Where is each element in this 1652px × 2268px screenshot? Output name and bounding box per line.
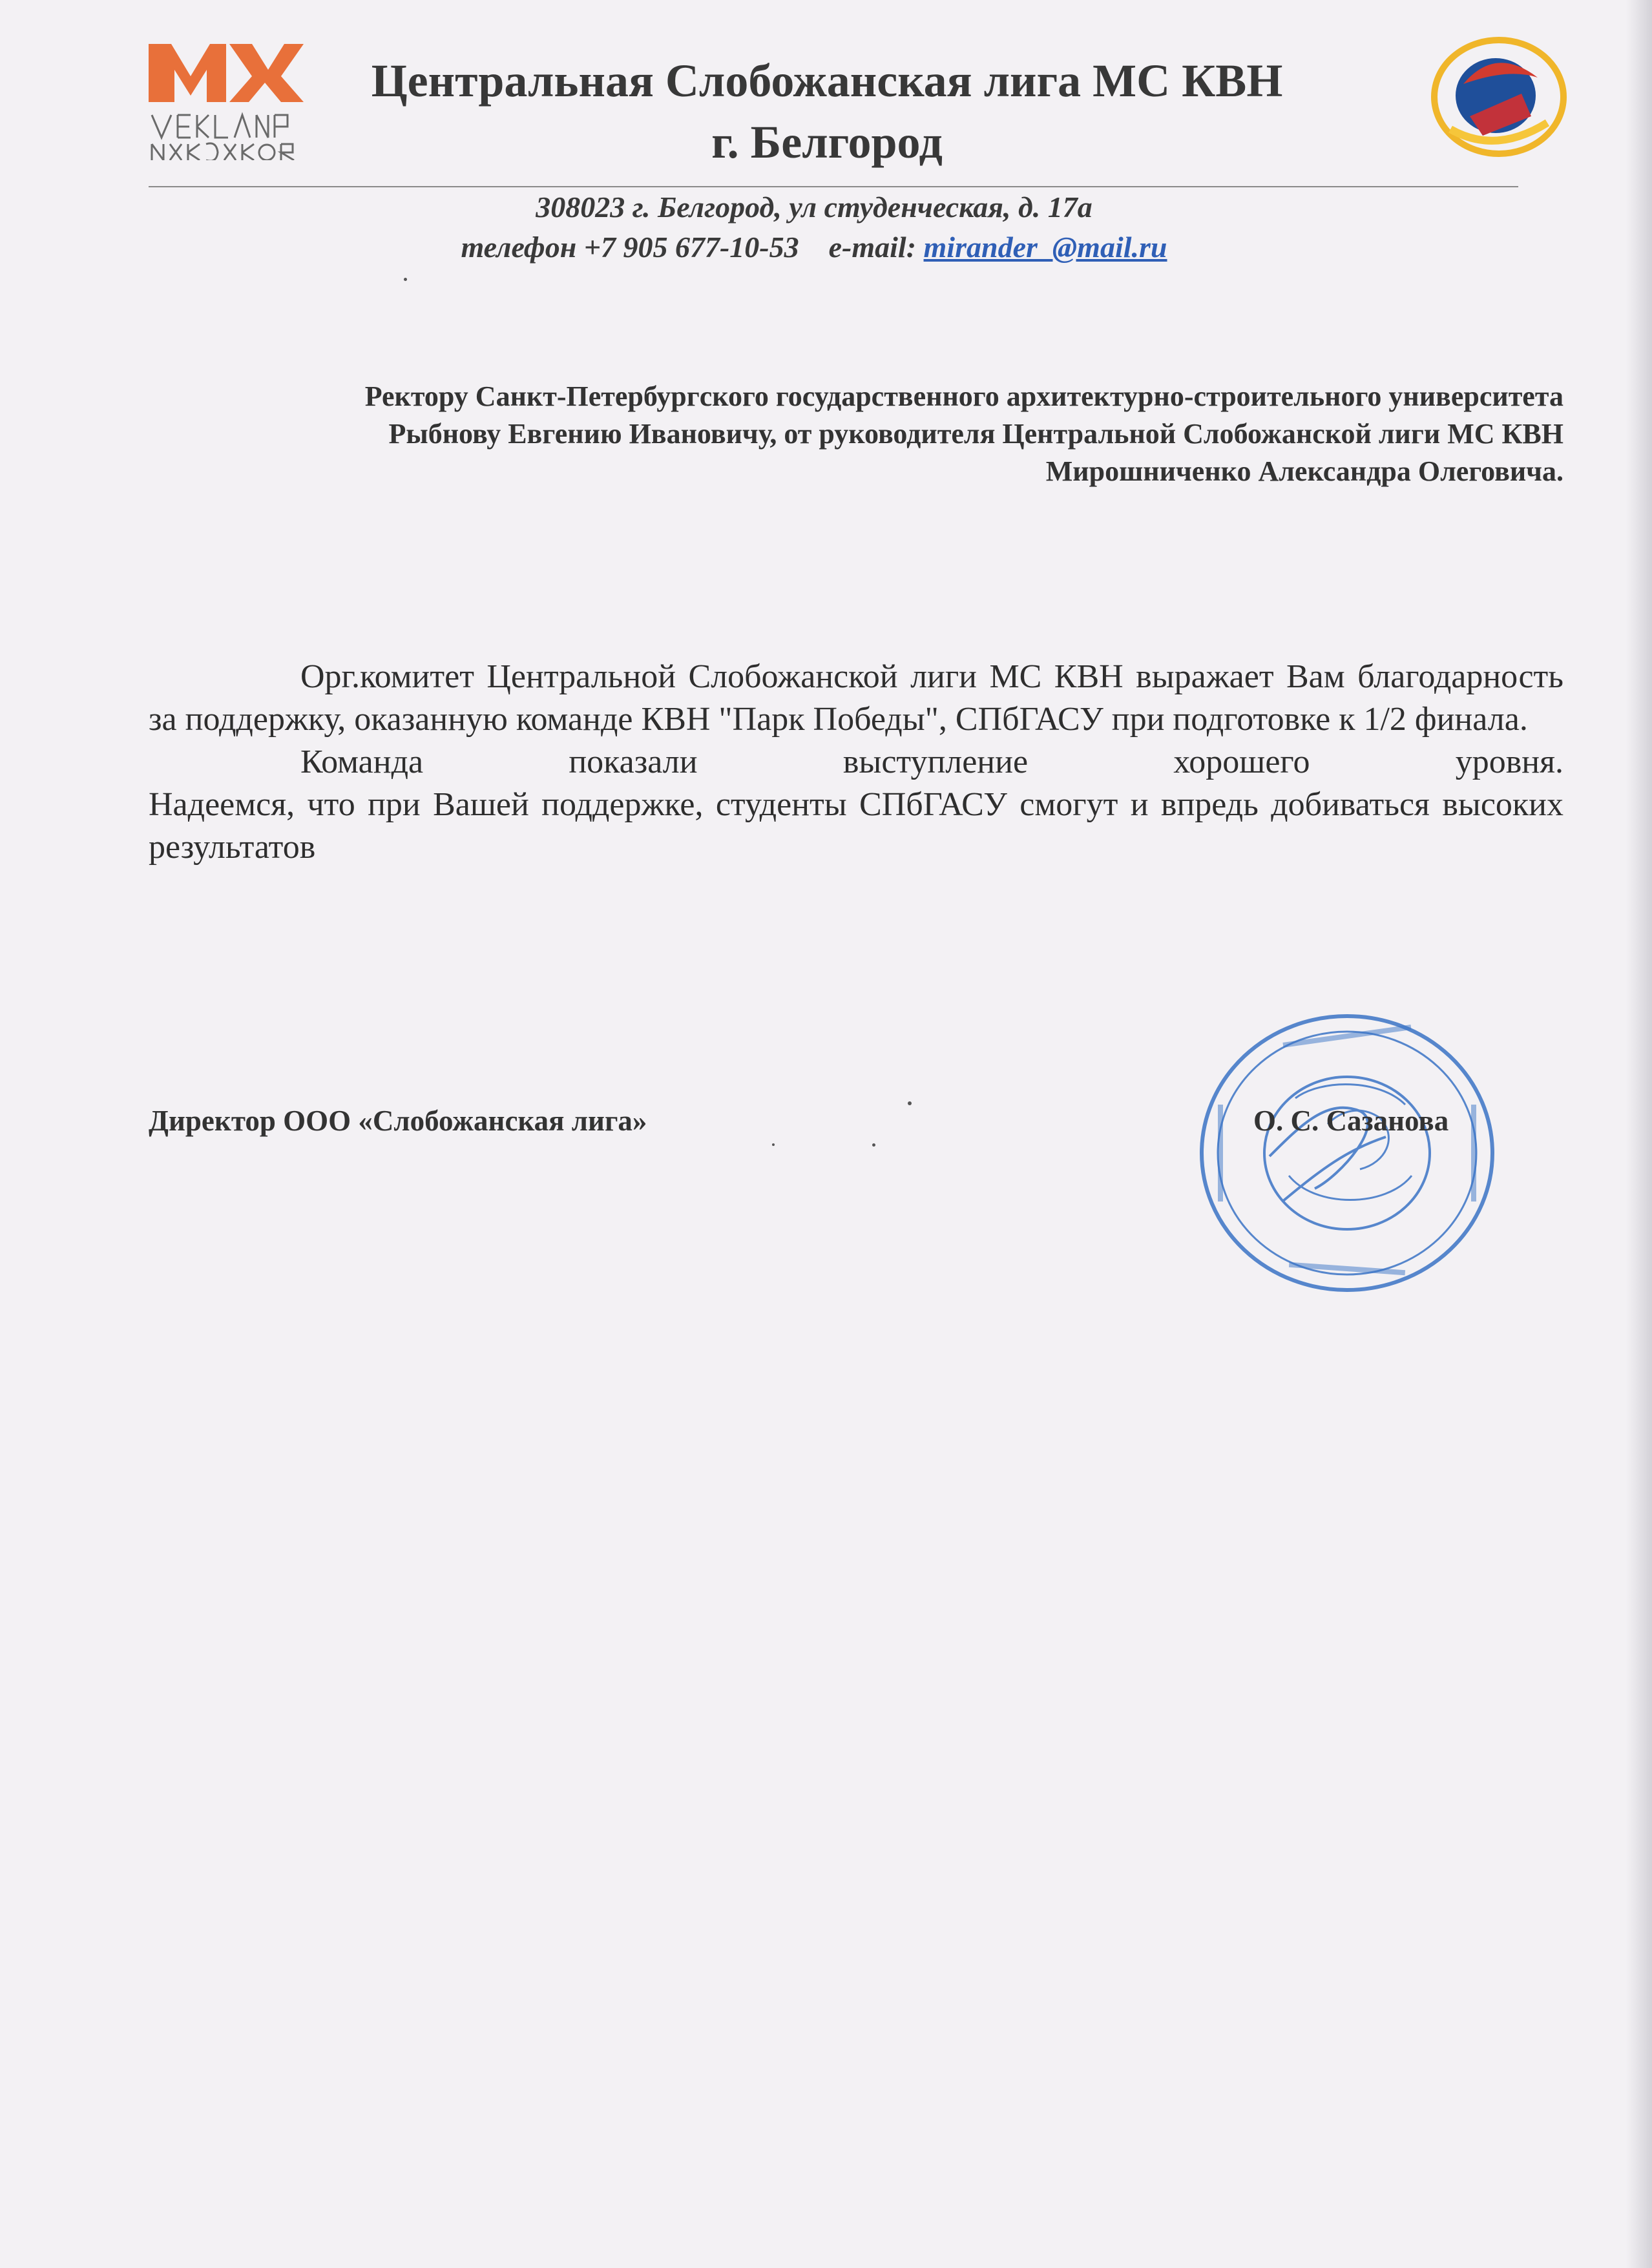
- contact-line: [258, 227, 1370, 267]
- recipient-line1: Ректору Санкт-Петербургского государственного архитектурно-строительного университета: [364, 380, 1563, 412]
- body-paragraph-2-first-line: [149, 741, 1563, 784]
- p2-word: показали: [569, 744, 698, 780]
- signer-title: Директор ООО «Слобожанская лига»: [149, 1105, 647, 1137]
- address-line: 308023 г. Белгород, ул студенческая, д. 17а: [536, 191, 1093, 224]
- phone-text: телефон +7 905 677-10-53: [461, 231, 799, 264]
- recipient-block: [149, 378, 1563, 490]
- scan-speck: [772, 1143, 775, 1146]
- signer-name: О. С. Сазанова: [1253, 1105, 1449, 1137]
- page-edge-shadow: [1626, 0, 1652, 2268]
- scan-speck: [908, 1101, 912, 1105]
- letter-body: [149, 656, 1563, 869]
- recipient-line3: Мирошниченко Александра Олеговича.: [1045, 455, 1563, 487]
- kvn-emblem-logo: [1425, 32, 1573, 158]
- scan-speck: [404, 278, 407, 281]
- contact-block: [258, 187, 1370, 267]
- org-title: [310, 50, 1344, 173]
- recipient-line2: Рыбнову Евгению Ивановичу, от руководителя Центральной Слобожанской лиги МС КВН: [388, 418, 1563, 450]
- email-label: e-mail:: [828, 231, 917, 264]
- p2-word: хорошего: [1173, 744, 1310, 780]
- body-paragraph-2-rest: Надеемся, что при Вашей поддержке, студенты СПбГАСУ смогут и впредь добиваться высоких результатов: [149, 786, 1563, 866]
- org-name-line1: Центральная Слобожанская лига МС КВН: [371, 55, 1283, 107]
- p2-word: уровня.: [1455, 744, 1563, 780]
- company-seal-stamp: [1192, 1008, 1502, 1298]
- email-link[interactable]: mirander_@mail.ru: [923, 231, 1167, 264]
- org-name-line2: г. Белгород: [711, 116, 943, 168]
- p2-word: Команда: [300, 744, 424, 780]
- body-paragraph-1: Орг.комитет Центральной Слобожанской лиги МС КВН выражает Вам благодарность за поддержку, оказанную команде КВН "Парк Победы", СПбГАСУ при подготовке к 1/2 финала.: [149, 658, 1563, 738]
- scan-speck: [872, 1143, 875, 1147]
- p2-word: выступление: [842, 744, 1029, 780]
- signature-block: [149, 1101, 1473, 1140]
- league-logo: [145, 31, 307, 160]
